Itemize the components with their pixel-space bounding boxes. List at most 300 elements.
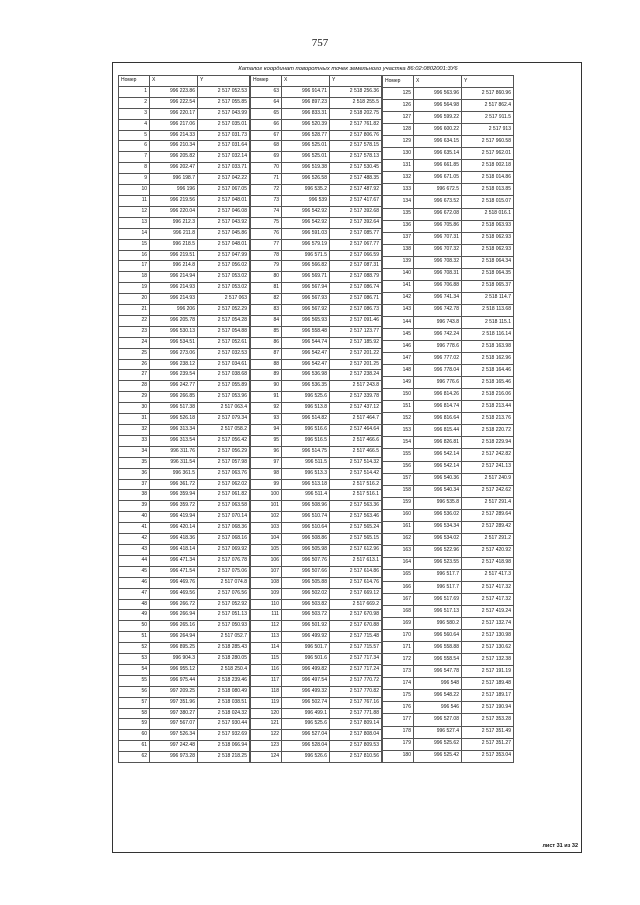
point-number: 72	[251, 185, 282, 196]
point-number: 14	[119, 228, 150, 239]
y-coordinate: 2 517 962.01	[462, 148, 514, 160]
point-number: 35	[119, 457, 150, 468]
y-coordinate: 2 517 091.46	[330, 315, 382, 326]
table-row	[119, 686, 250, 697]
x-coordinate: 996 499.1	[282, 708, 330, 719]
y-coordinate: 2 517 031.73	[198, 130, 250, 141]
table-row	[383, 750, 514, 762]
y-coordinate: 2 517 242.82	[462, 449, 514, 461]
point-number: 165	[383, 569, 414, 581]
point-number: 20	[119, 294, 150, 305]
point-number: 8	[119, 163, 150, 174]
x-coordinate: 996 897.23	[282, 97, 330, 108]
x-coordinate: 996 517.69	[414, 594, 462, 606]
point-number: 11	[119, 195, 150, 206]
table-row	[251, 392, 382, 403]
y-coordinate: 2 517 048.01	[198, 195, 250, 206]
point-number: 106	[251, 555, 282, 566]
point-number: 128	[383, 124, 414, 136]
point-number: 71	[251, 174, 282, 185]
column-header: Номер	[383, 76, 414, 88]
table-row	[251, 86, 382, 97]
y-coordinate: 2 517 063	[198, 294, 250, 305]
table-row	[251, 261, 382, 272]
x-coordinate: 996 359.72	[150, 501, 198, 512]
point-number: 125	[383, 88, 414, 100]
table-row	[251, 228, 382, 239]
x-coordinate: 996 542.47	[282, 359, 330, 370]
x-coordinate: 996 471.34	[150, 555, 198, 566]
x-coordinate: 996 420.14	[150, 523, 198, 534]
x-coordinate: 996 708.32	[414, 256, 462, 268]
point-number: 177	[383, 714, 414, 726]
y-coordinate: 2 517 051.13	[198, 610, 250, 621]
table-row	[119, 185, 250, 196]
table-row	[251, 141, 382, 152]
x-coordinate: 996 517.7	[414, 581, 462, 593]
y-coordinate: 2 517 670.98	[330, 610, 382, 621]
y-coordinate: 2 517 291.2	[462, 533, 514, 545]
table-row	[251, 501, 382, 512]
x-coordinate: 996 526.58	[282, 174, 330, 185]
point-number: 6	[119, 141, 150, 152]
x-coordinate: 996 265.16	[150, 621, 198, 632]
table-row	[251, 632, 382, 643]
table-row	[383, 244, 514, 256]
table-row	[383, 473, 514, 485]
point-number: 65	[251, 108, 282, 119]
x-coordinate: 996 205.82	[150, 152, 198, 163]
x-coordinate: 996 904.3	[150, 654, 198, 665]
x-coordinate: 996 517.38	[150, 403, 198, 414]
y-coordinate: 2 517 578.13	[330, 152, 382, 163]
table-row	[383, 545, 514, 557]
point-number: 82	[251, 294, 282, 305]
table-row	[119, 174, 250, 185]
point-number: 153	[383, 425, 414, 437]
x-coordinate: 996 210.34	[150, 141, 198, 152]
x-coordinate: 996 508.96	[282, 501, 330, 512]
point-number: 37	[119, 479, 150, 490]
table-row	[119, 719, 250, 730]
y-coordinate: 2 517 767.16	[330, 697, 382, 708]
x-coordinate: 996 778.6	[414, 341, 462, 353]
y-coordinate: 2 517 063.58	[198, 501, 250, 512]
point-number: 84	[251, 315, 282, 326]
point-number: 180	[383, 750, 414, 762]
x-coordinate: 996 361.72	[150, 479, 198, 490]
y-coordinate: 2 517 353.04	[462, 750, 514, 762]
y-coordinate: 2 517 612.96	[330, 544, 382, 555]
x-coordinate: 996 217.06	[150, 119, 198, 130]
x-coordinate: 997 351.96	[150, 697, 198, 708]
table-row	[383, 497, 514, 509]
y-coordinate: 2 518 013.85	[462, 184, 514, 196]
table-row	[251, 686, 382, 697]
y-coordinate: 2 517 046.08	[198, 206, 250, 217]
point-number: 145	[383, 328, 414, 340]
table-row	[383, 618, 514, 630]
table-header-row	[119, 76, 250, 87]
x-coordinate: 996 313.34	[150, 425, 198, 436]
x-coordinate: 996 741.34	[414, 292, 462, 304]
x-coordinate: 996 222.54	[150, 97, 198, 108]
y-coordinate: 2 517 960.58	[462, 136, 514, 148]
table-row	[251, 435, 382, 446]
y-coordinate: 2 517 808.04	[330, 730, 382, 741]
table-row	[119, 752, 250, 763]
y-coordinate: 2 517 930.44	[198, 719, 250, 730]
table-row	[119, 283, 250, 294]
x-coordinate: 996 672.5	[414, 184, 462, 196]
table-block-2	[250, 75, 382, 763]
point-number: 90	[251, 381, 282, 392]
y-coordinate: 2 517 033.71	[198, 163, 250, 174]
table-row	[119, 195, 250, 206]
table-row	[383, 268, 514, 280]
y-coordinate: 2 517 076.78	[198, 555, 250, 566]
point-number: 61	[119, 741, 150, 752]
y-coordinate: 2 518 280.05	[198, 654, 250, 665]
table-row	[251, 370, 382, 381]
y-coordinate: 2 517 043.92	[198, 217, 250, 228]
y-coordinate: 2 517 565.24	[330, 523, 382, 534]
x-coordinate: 996 214.93	[150, 283, 198, 294]
point-number: 140	[383, 268, 414, 280]
table-row	[383, 630, 514, 642]
y-coordinate: 2 517 034.61	[198, 359, 250, 370]
y-coordinate: 2 517 809.53	[330, 741, 382, 752]
x-coordinate: 996 634.15	[414, 136, 462, 148]
table-row	[251, 425, 382, 436]
y-coordinate: 2 517 240.9	[462, 473, 514, 485]
point-number: 68	[251, 141, 282, 152]
x-coordinate: 996 311.54	[150, 457, 198, 468]
y-coordinate: 2 518 080.49	[198, 686, 250, 697]
y-coordinate: 2 518 213.76	[462, 413, 514, 425]
table-row	[119, 588, 250, 599]
table-row	[119, 490, 250, 501]
point-number: 159	[383, 497, 414, 509]
x-coordinate: 996 418.36	[150, 534, 198, 545]
point-number: 28	[119, 381, 150, 392]
table-row	[251, 119, 382, 130]
x-coordinate: 996 527.04	[282, 730, 330, 741]
table-row	[251, 250, 382, 261]
x-coordinate: 996 706.88	[414, 280, 462, 292]
y-coordinate: 2 518 239.46	[198, 675, 250, 686]
point-number: 45	[119, 566, 150, 577]
y-coordinate: 2 517 054.88	[198, 326, 250, 337]
x-coordinate: 996 220.17	[150, 108, 198, 119]
point-number: 99	[251, 479, 282, 490]
x-coordinate: 996 514.82	[282, 414, 330, 425]
point-number: 64	[251, 97, 282, 108]
y-coordinate: 2 517 085.77	[330, 228, 382, 239]
point-number: 89	[251, 370, 282, 381]
point-number: 102	[251, 512, 282, 523]
y-coordinate: 2 517 056.29	[198, 446, 250, 457]
point-number: 127	[383, 112, 414, 124]
y-coordinate: 2 518 255.5	[330, 97, 382, 108]
point-number: 123	[251, 741, 282, 752]
x-coordinate: 996 777.02	[414, 353, 462, 365]
x-coordinate: 996 525.42	[414, 750, 462, 762]
table-row	[119, 403, 250, 414]
table-row	[119, 294, 250, 305]
table-row	[251, 654, 382, 665]
table-row	[251, 326, 382, 337]
point-number: 150	[383, 389, 414, 401]
y-coordinate: 2 517 860.96	[462, 88, 514, 100]
table-row	[251, 195, 382, 206]
column-header: Y	[330, 76, 382, 87]
point-number: 58	[119, 708, 150, 719]
y-coordinate: 2 517 418.98	[462, 557, 514, 569]
point-number: 32	[119, 425, 150, 436]
y-coordinate: 2 517 810.56	[330, 752, 382, 763]
point-number: 42	[119, 534, 150, 545]
table-row	[119, 610, 250, 621]
table-row	[251, 534, 382, 545]
x-coordinate: 996 599.22	[414, 112, 462, 124]
point-number: 122	[251, 730, 282, 741]
table-row	[251, 512, 382, 523]
y-coordinate: 2 518 113.68	[462, 304, 514, 316]
x-coordinate: 996 975.44	[150, 675, 198, 686]
table-row	[251, 708, 382, 719]
x-coordinate: 997 242.48	[150, 741, 198, 752]
point-number: 77	[251, 239, 282, 250]
table-row	[383, 425, 514, 437]
table-row	[119, 228, 250, 239]
point-number: 78	[251, 250, 282, 261]
x-coordinate: 996 198.7	[150, 174, 198, 185]
table-row	[251, 185, 382, 196]
point-number: 100	[251, 490, 282, 501]
table-row	[119, 315, 250, 326]
point-number: 4	[119, 119, 150, 130]
x-coordinate: 996 558.54	[414, 654, 462, 666]
y-coordinate: 2 518 114.7	[462, 292, 514, 304]
table-row	[119, 664, 250, 675]
y-coordinate: 2 517 717.24	[330, 664, 382, 675]
point-number: 141	[383, 280, 414, 292]
table-row	[383, 341, 514, 353]
point-number: 63	[251, 86, 282, 97]
x-coordinate: 996 558.48	[282, 326, 330, 337]
y-coordinate: 2 517 052.61	[198, 337, 250, 348]
x-coordinate: 996 826.81	[414, 437, 462, 449]
y-coordinate: 2 517 670.88	[330, 621, 382, 632]
point-number: 19	[119, 283, 150, 294]
y-coordinate: 2 517 417.32	[462, 594, 514, 606]
point-number: 75	[251, 217, 282, 228]
point-number: 55	[119, 675, 150, 686]
table-row	[119, 337, 250, 348]
point-number: 124	[251, 752, 282, 763]
x-coordinate: 996 535.2	[282, 185, 330, 196]
y-coordinate: 2 517 417.32	[462, 581, 514, 593]
x-coordinate: 996 571.5	[282, 250, 330, 261]
y-coordinate: 2 517 045.86	[198, 228, 250, 239]
table-row	[119, 326, 250, 337]
x-coordinate: 996 497.54	[282, 675, 330, 686]
y-coordinate: 2 517 392.64	[330, 217, 382, 228]
point-number: 10	[119, 185, 150, 196]
column-header: Номер	[251, 76, 282, 87]
y-coordinate: 2 517 032.14	[198, 152, 250, 163]
point-number: 104	[251, 534, 282, 545]
column-header: Y	[462, 76, 514, 88]
x-coordinate: 996 534.51	[150, 337, 198, 348]
x-coordinate: 996 708.31	[414, 268, 462, 280]
y-coordinate: 2 517 123.77	[330, 326, 382, 337]
y-coordinate: 2 517 614.86	[330, 566, 382, 577]
y-coordinate: 2 517 189.48	[462, 678, 514, 690]
point-number: 108	[251, 577, 282, 588]
table-row	[119, 108, 250, 119]
point-number: 26	[119, 359, 150, 370]
table-row	[119, 97, 250, 108]
x-coordinate: 996 530.13	[150, 326, 198, 337]
y-coordinate: 2 517 066.59	[330, 250, 382, 261]
table-row	[383, 353, 514, 365]
y-coordinate: 2 518 164.46	[462, 365, 514, 377]
table-row	[251, 457, 382, 468]
x-coordinate: 996 742.24	[414, 328, 462, 340]
table-row	[383, 702, 514, 714]
point-number: 166	[383, 581, 414, 593]
x-coordinate: 996 507.76	[282, 555, 330, 566]
x-coordinate: 996 418.14	[150, 544, 198, 555]
y-coordinate: 2 518 062.93	[462, 232, 514, 244]
table-row	[251, 621, 382, 632]
table-row	[119, 272, 250, 283]
y-coordinate: 2 517 086.73	[330, 305, 382, 316]
x-coordinate: 996 211.8	[150, 228, 198, 239]
table-row	[383, 569, 514, 581]
table-row	[251, 283, 382, 294]
x-coordinate: 996 569.71	[282, 272, 330, 283]
y-coordinate: 2 518 066.94	[198, 741, 250, 752]
table-row	[383, 557, 514, 569]
table-row	[119, 512, 250, 523]
x-coordinate: 996 499.92	[282, 632, 330, 643]
x-coordinate: 996 505.98	[282, 544, 330, 555]
y-coordinate: 2 517 052.7	[198, 632, 250, 643]
point-number: 170	[383, 630, 414, 642]
x-coordinate: 996 519.38	[282, 163, 330, 174]
x-coordinate: 996 536.35	[282, 381, 330, 392]
table-row	[119, 152, 250, 163]
table-row	[383, 521, 514, 533]
point-number: 1	[119, 86, 150, 97]
x-coordinate: 996 219.51	[150, 250, 198, 261]
point-number: 87	[251, 348, 282, 359]
x-coordinate: 996 514.75	[282, 446, 330, 457]
point-number: 60	[119, 730, 150, 741]
point-number: 173	[383, 666, 414, 678]
x-coordinate: 996 535.8	[414, 497, 462, 509]
x-coordinate: 996 816.64	[414, 413, 462, 425]
table-row	[251, 544, 382, 555]
x-coordinate: 996 815.44	[414, 425, 462, 437]
table-row	[119, 446, 250, 457]
y-coordinate: 2 518 063.93	[462, 220, 514, 232]
point-number: 16	[119, 250, 150, 261]
point-number: 113	[251, 632, 282, 643]
table-row	[251, 108, 382, 119]
point-number: 21	[119, 305, 150, 316]
y-coordinate: 2 517 351.49	[462, 726, 514, 738]
table-row	[119, 577, 250, 588]
y-coordinate: 2 517 911.5	[462, 112, 514, 124]
point-number: 5	[119, 130, 150, 141]
x-coordinate: 996 311.76	[150, 446, 198, 457]
x-coordinate: 996 510.64	[282, 523, 330, 534]
x-coordinate: 996 501.92	[282, 621, 330, 632]
point-number: 138	[383, 244, 414, 256]
table-row	[119, 381, 250, 392]
point-number: 178	[383, 726, 414, 738]
point-number: 126	[383, 100, 414, 112]
table-row	[383, 714, 514, 726]
point-number: 30	[119, 403, 150, 414]
table-row	[251, 675, 382, 686]
y-coordinate: 2 517 058.2	[198, 425, 250, 436]
x-coordinate: 996 517.7	[414, 569, 462, 581]
table-row	[383, 88, 514, 100]
y-coordinate: 2 517 514.42	[330, 468, 382, 479]
x-coordinate: 996 242.77	[150, 381, 198, 392]
table-row	[383, 112, 514, 124]
x-coordinate: 996 672.08	[414, 208, 462, 220]
table-row	[251, 414, 382, 425]
y-coordinate: 2 518 024.32	[198, 708, 250, 719]
x-coordinate: 996 673.52	[414, 196, 462, 208]
x-coordinate: 996 511.5	[282, 457, 330, 468]
point-number: 142	[383, 292, 414, 304]
x-coordinate: 996 579.19	[282, 239, 330, 250]
y-coordinate: 2 517 190.94	[462, 702, 514, 714]
y-coordinate: 2 517 191.19	[462, 666, 514, 678]
table-row	[383, 365, 514, 377]
point-number: 151	[383, 401, 414, 413]
table-row	[251, 359, 382, 370]
y-coordinate: 2 518 014.86	[462, 172, 514, 184]
point-number: 167	[383, 594, 414, 606]
y-coordinate: 2 518 162.96	[462, 353, 514, 365]
y-coordinate: 2 517 339.78	[330, 392, 382, 403]
table-row	[251, 599, 382, 610]
point-number: 47	[119, 588, 150, 599]
y-coordinate: 2 517 061.82	[198, 490, 250, 501]
table-row	[119, 250, 250, 261]
x-coordinate: 996 525.01	[282, 152, 330, 163]
point-number: 39	[119, 501, 150, 512]
table-row	[119, 86, 250, 97]
table-row	[119, 697, 250, 708]
table-row	[383, 738, 514, 750]
x-coordinate: 997 380.27	[150, 708, 198, 719]
table-row	[119, 239, 250, 250]
point-number: 109	[251, 588, 282, 599]
table-row	[251, 217, 382, 228]
table-row	[251, 577, 382, 588]
table-row	[251, 403, 382, 414]
table-row	[119, 348, 250, 359]
